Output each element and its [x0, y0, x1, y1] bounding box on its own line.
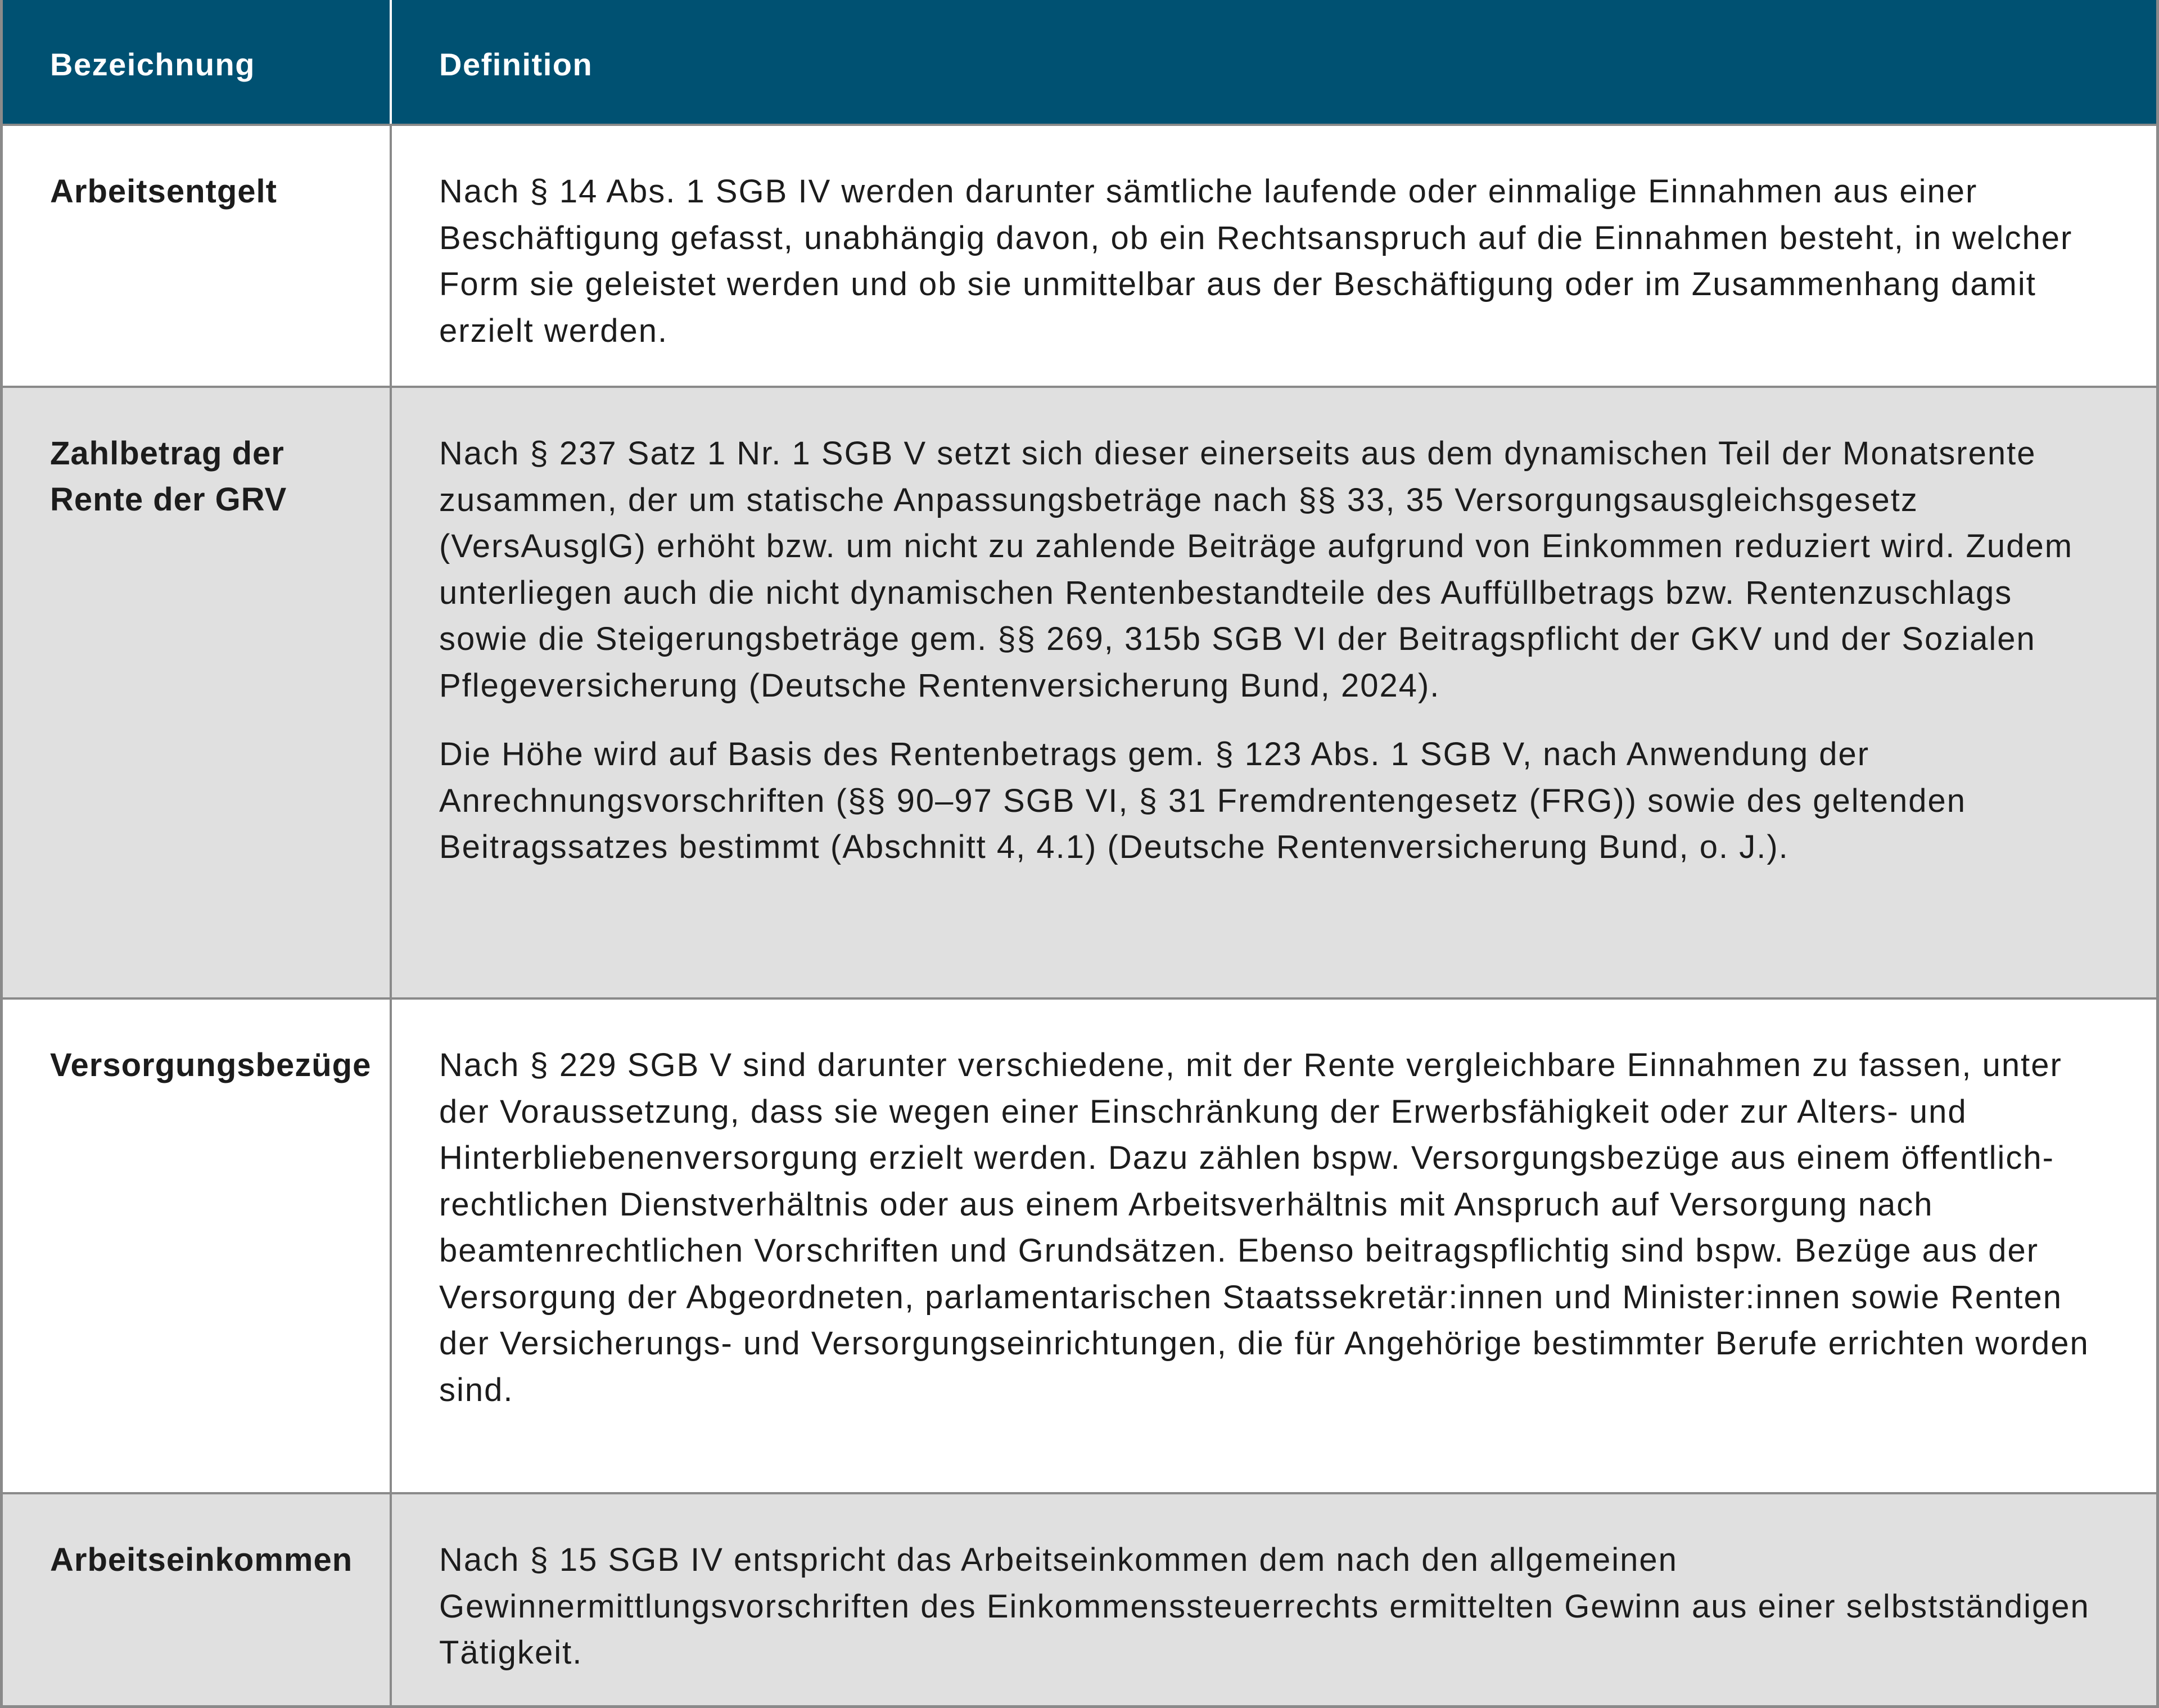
definition-cell: [392, 1492, 2156, 1705]
term-cell: [3, 386, 392, 997]
definition-paragraph: Nach § 15 SGB IV entspricht das Arbeitseinkommen dem nach den allgemeinen Gewinnermittlungsvorschriften des Einkommenssteuerrechts ermittelten Gewinn aus einer selbstständigen Tätigkeit.: [439, 1542, 2090, 1671]
column-header-definition: Definition: [392, 0, 2156, 124]
definition-paragraph: Nach § 237 Satz 1 Nr. 1 SGB V setzt sich dieser einerseits aus dem dynamischen Teil der Monatsrente zusammen, der um statische Anpassungsbeträge nach §§ 33, 35 Versorgungsausgleichsgesetz (VersAusglG) erhöht bzw. um nicht zu zahlende Beiträge aufgrund von Einkommen reduziert wird. Zudem unterliegen auch die nicht dynamischen Rentenbestandteile des Auffüllbetrags bzw. Rentenzuschlags sowie die Steigerungsbeträge gem. §§ 269, 315b SGB VI der Beitragspflicht der GKV und der Sozialen Pflegeversicherung (Deutsche Rentenversicherung Bund, 2024).: [439, 435, 2074, 704]
term-label: Arbeitsentgelt: [50, 173, 277, 210]
term-cell: [3, 1492, 392, 1705]
definition-cell: [392, 386, 2156, 997]
term-label: Zahlbetrag der Rente der GRV: [50, 435, 287, 518]
definition-paragraph: Nach § 229 SGB V sind darunter verschiedene, mit der Rente vergleichbare Einnahmen zu fassen, unter der Voraussetzung, dass sie wegen einer Einschränkung der Erwerbsfähigkeit oder zur Alters- und Hinterbliebenenversorgung erzielt werden. Dazu zählen bspw. Versorgungsbezüge aus einem öffentlich-rechtlichen Dienstverhältnis oder aus einem Arbeitsverhältnis mit Anspruch auf Versorgung nach beamtenrechtlichen Vorschriften und Grundsätzen. Ebenso beitragspflichtig sind bspw. Bezüge aus der Versorgung der Abgeordneten, parlamentarischen Staatssekretär:innen und Minister:innen sowie Renten der Versicherungs- und Versorgungseinrichtungen, die für Angehörige bestimmter Berufe errichten worden sind.: [439, 1047, 2089, 1408]
term-cell: [3, 997, 392, 1492]
column-header-bezeichnung: Bezeichnung: [3, 0, 392, 124]
term-label: Versorgungsbezüge: [50, 1047, 372, 1083]
definition-cell: [392, 124, 2156, 386]
definition-paragraph: Nach § 14 Abs. 1 SGB IV werden darunter sämtliche laufende oder einmalige Einnahmen aus einer Beschäftigung gefasst, unabhängig davon, ob ein Rechtsanspruch auf die Einnahmen besteht, in welcher Form sie geleistet werden und ob sie unmittelbar aus der Beschäftigung oder im Zusammenhang damit erzielt werden.: [439, 173, 2073, 349]
definition-cell: [392, 997, 2156, 1492]
term-label: Arbeitseinkommen: [50, 1542, 353, 1578]
term-cell: [3, 124, 392, 386]
definition-paragraph: Die Höhe wird auf Basis des Rentenbetrags gem. § 123 Abs. 1 SGB V, nach Anwendung der Anrechnungsvorschriften (§§ 90–97 SGB VI, § 31 Fremdrentengesetz (FRG)) sowie des geltenden Beitragssatzes bestimmt (Abschnitt 4, 4.1) (Deutsche Rentenversicherung Bund, o. J.).: [439, 736, 1966, 865]
